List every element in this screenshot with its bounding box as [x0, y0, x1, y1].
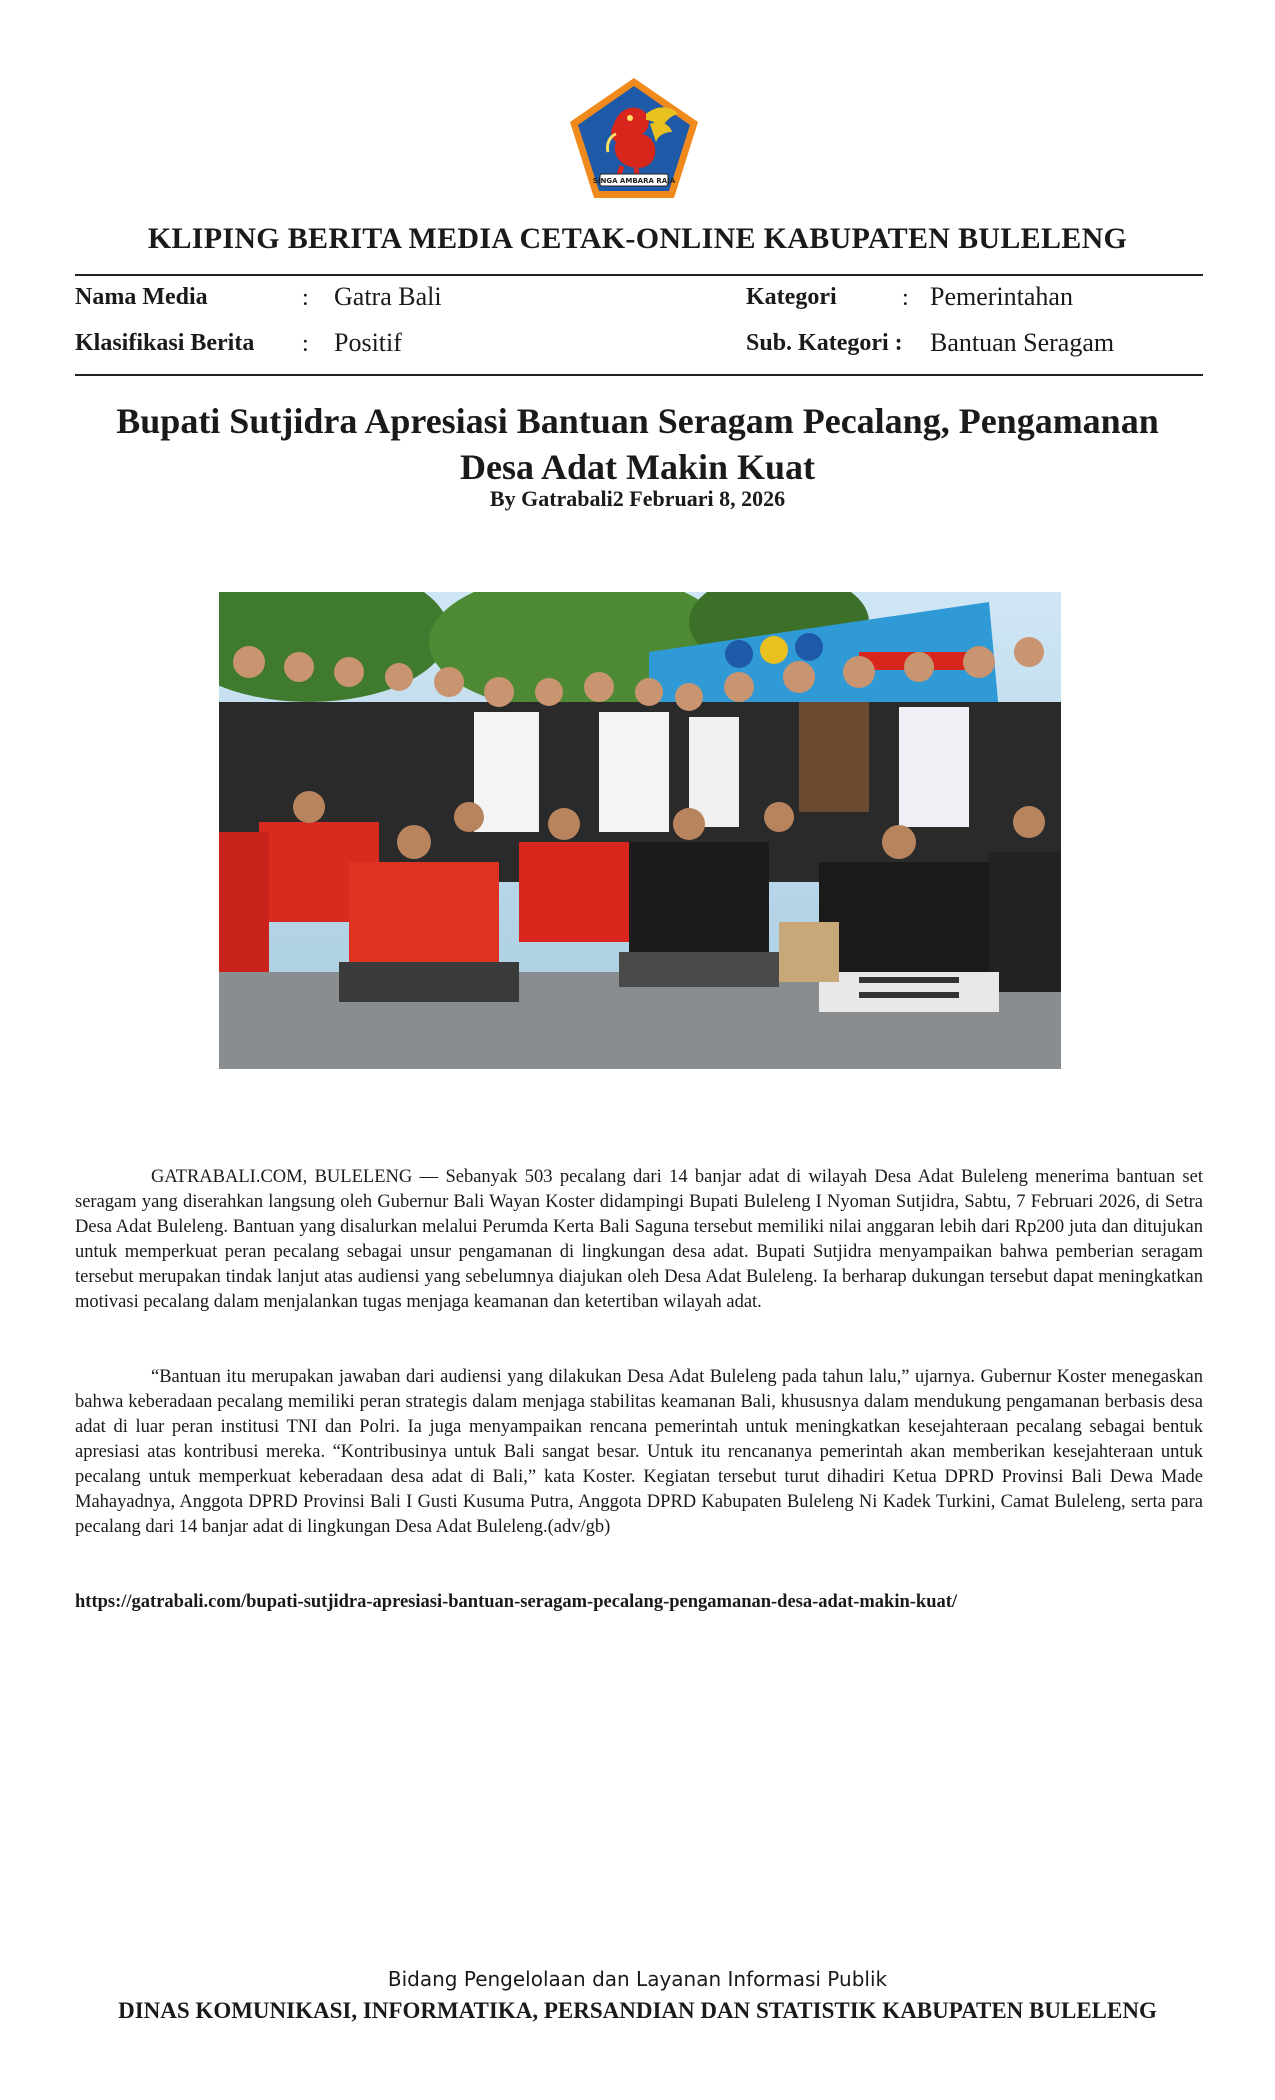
paragraph-text: GATRABALI.COM, BULELENG — Sebanyak 503 pecalang dari 14 banjar adat di wilayah Desa Adat Buleleng menerima bantuan set seragam yang diserahkan langsung oleh Gubernur Bali Wayan Koster didampingi Bupati Buleleng I Nyoman Sutjidra, Sabtu, 7 Februari 2026, di Setra Desa Adat Buleleng. Bantuan yang disalurkan melalui Perumda Kerta Bali Saguna tersebut memiliki nilai anggaran lebih dari Rp200 juta dan ditujukan untuk memperkuat peran pecalang sebagai unsur pengamanan di lingkungan desa adat. Bupati Sutjidra menyampaikan bahwa pemberian seragam tersebut merupakan tindak lanjut atas audiensi yang sebelumnya diajukan oleh Desa Adat Buleleng. Ia berharap dukungan tersebut dapat meningkatkan motivasi pecalang dalam menjalankan tugas menjaga keamanan dan ketertiban wilayah adat. [75, 1167, 1203, 1312]
page-header-title: KLIPING BERITA MEDIA CETAK-ONLINE KABUPATEN BULELENG [147, 222, 1128, 255]
media-name-value: Gatra Bali [334, 282, 442, 311]
media-name-label: Nama Media [75, 284, 208, 310]
news-classification-value: Positif [334, 328, 402, 357]
source-url-link[interactable]: https://gatrabali.com/bupati-sutjidra-apresiasi-bantuan-seragam-pecalang-pengamanan-desa-adat-makin-kuat/ [75, 1592, 958, 1612]
buleleng-emblem-icon [566, 74, 702, 202]
subcategory-value: Bantuan Seragam [930, 328, 1115, 357]
news-classification-label: Klasifikasi Berita [75, 330, 255, 356]
article-byline: By Gatrabali2 Februari 8, 2026 [489, 486, 786, 511]
article-paragraph-1 [75, 1165, 1203, 1315]
category-colon: : [902, 285, 909, 311]
header-top-divider [75, 274, 1203, 276]
footer-department: Bidang Pengelolaan dan Layanan Informasi Publik [387, 1967, 888, 1991]
category-label: Kategori [746, 284, 837, 310]
paragraph-text: “Bantuan itu merupakan jawaban dari audiensi yang dilakukan Desa Adat Buleleng pada tahun lalu,” ujarnya. Gubernur Koster menegaskan bahwa keberadaan pecalang memiliki peran strategis dalam menjaga stabilitas keamanan Bali, khususnya dalam mendukung pengamanan berbasis desa adat di luar peran institusi TNI dan Polri. Ia juga menyampaikan rencana pemerintah untuk meningkatkan kesejahteraan pecalang sebagai bentuk apresiasi atas kontribusi mereka. “Kontribusinya untuk Bali sangat besar. Untuk itu rencananya pemerintah akan memberikan kesejahteraan untuk pecalang untuk memperkuat keberadaan desa adat di Bali,” kata Koster. Kegiatan tersebut turut dihadiri Ketua DPRD Provinsi Bali Dewa Made Mahayadnya, Anggota DPRD Provinsi Bali I Gusti Kusuma Putra, Anggota DPRD Kabupaten Buleleng Ni Kadek Turkini, Camat Buleleng, serta para pecalang dari 14 banjar adat di lingkungan Desa Adat Buleleng.(adv/gb) [75, 1367, 1203, 1537]
article-paragraph-2 [75, 1365, 1203, 1540]
news-classification-colon: : [302, 331, 309, 357]
header-bottom-divider [75, 374, 1203, 376]
subcategory-label: Sub. Kategori : [746, 330, 903, 356]
footer-agency: DINAS KOMUNIKASI, INFORMATIKA, PERSANDIAN DAN STATISTIK KABUPATEN BULELENG [118, 1998, 1157, 2023]
crowd-photo-graphic [219, 592, 1061, 1069]
media-name-colon: : [302, 285, 309, 311]
article-title: Bupati Sutjidra Apresiasi Bantuan Seragam Pecalang, Pengamanan Desa Adat Makin Kuat [116, 401, 1159, 487]
article-photo [219, 592, 1061, 1069]
category-value: Pemerintahan [930, 282, 1073, 311]
emblem-graphic [566, 74, 702, 202]
emblem-ribbon-text: SINGA AMBARA RAJA [592, 177, 676, 185]
